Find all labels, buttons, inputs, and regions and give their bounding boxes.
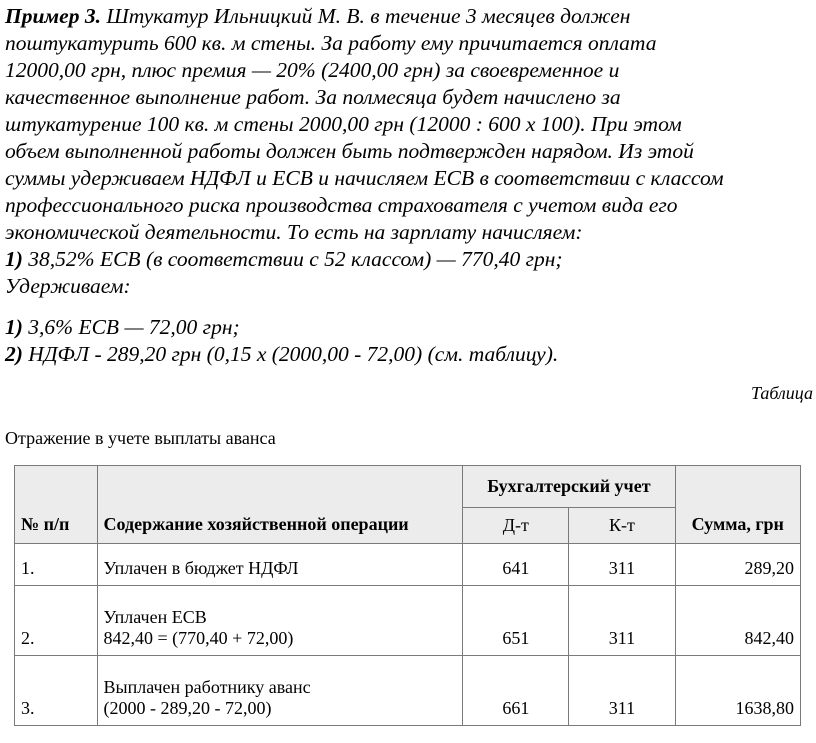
desc-line: Уплачен в бюджет НДФЛ [103, 558, 299, 578]
cell-sum: 289,20 [675, 544, 800, 586]
example-paragraph [5, 0, 813, 368]
text-line: объем выполненной работы должен быть подтвержден нарядом. Из этой [5, 139, 694, 163]
cell-kt: 311 [569, 656, 675, 726]
cell-kt: 311 [569, 586, 675, 656]
cell-desc [97, 656, 463, 726]
text-line: качественное выполнение работ. За полмесяца будет начислено за [5, 85, 621, 109]
desc-line: Уплачен ЕСВ [103, 607, 207, 627]
cell-num: 3. [15, 656, 98, 726]
withhold-item [5, 314, 813, 341]
header-kt: К-т [569, 508, 675, 544]
cell-kt: 311 [569, 544, 675, 586]
item-number: 1) [5, 247, 23, 271]
table-row [15, 656, 801, 726]
ledger-table [14, 465, 801, 726]
item-text: 38,52% ЕСВ (в соответствии с 52 классом) — 770,40 грн; [22, 247, 563, 271]
desc-line: 842,40 = (770,40 + 72,00) [103, 628, 294, 648]
text-line-content: Штукатур Ильницкий М. В. в течение 3 месяцев должен [100, 4, 631, 28]
text-line: штукатурение 100 кв. м стены 2000,00 грн (12000 : 600 х 100). При этом [5, 112, 682, 136]
text-line: 12000,00 грн, плюс премия — 20% (2400,00 грн) за своевременное и [5, 58, 620, 82]
header-sum: Сумма, грн [675, 466, 800, 544]
example-lead: Пример 3. [5, 4, 101, 28]
cell-dt: 651 [463, 586, 569, 656]
cell-desc [97, 586, 463, 656]
cell-num: 1. [15, 544, 98, 586]
table-label: Таблица [750, 383, 813, 403]
item-number: 2) [5, 342, 23, 366]
item-text: НДФЛ - 289,20 грн (0,15 х (2000,00 - 72,00) (см. таблицу). [22, 342, 559, 366]
desc-line: Выплачен работнику аванс [103, 677, 311, 697]
document [5, 0, 813, 718]
desc-line: (2000 - 289,20 - 72,00) [103, 698, 272, 718]
accrual-item [5, 246, 813, 273]
withhold-item [5, 341, 813, 368]
spacer [5, 300, 813, 314]
text-line: поштукатурить 600 кв. м стены. За работу ему причитается оплата [5, 31, 657, 55]
item-text: 3,6% ЕСВ — 72,00 грн; [22, 315, 240, 339]
text-line: экономической деятельности. То есть на зарплату начисляем: [5, 220, 583, 244]
table-row [15, 544, 801, 586]
text-line: суммы удерживаем НДФЛ и ЕСВ и начисляем ЕСВ в соответствии с классом [5, 166, 724, 190]
header-accounting: Бухгалтерский учет [463, 466, 675, 508]
table-row [15, 586, 801, 656]
cell-sum: 842,40 [675, 586, 800, 656]
cell-dt: 661 [463, 656, 569, 726]
table-caption: Отражение в учете выплаты аванса [5, 428, 276, 448]
header-num: № п/п [15, 466, 98, 544]
header-row [15, 466, 801, 508]
header-desc: Содержание хозяйственной операции [97, 466, 463, 544]
cell-dt: 641 [463, 544, 569, 586]
text-line: профессионального риска производства страхователя с учетом вида его [5, 193, 678, 217]
cell-num: 2. [15, 586, 98, 656]
cell-sum: 1638,80 [675, 656, 800, 726]
withhold-label: Удерживаем: [5, 274, 131, 298]
cell-desc [97, 544, 463, 586]
header-dt: Д-т [463, 508, 569, 544]
text-line [5, 3, 813, 30]
item-number: 1) [5, 315, 23, 339]
